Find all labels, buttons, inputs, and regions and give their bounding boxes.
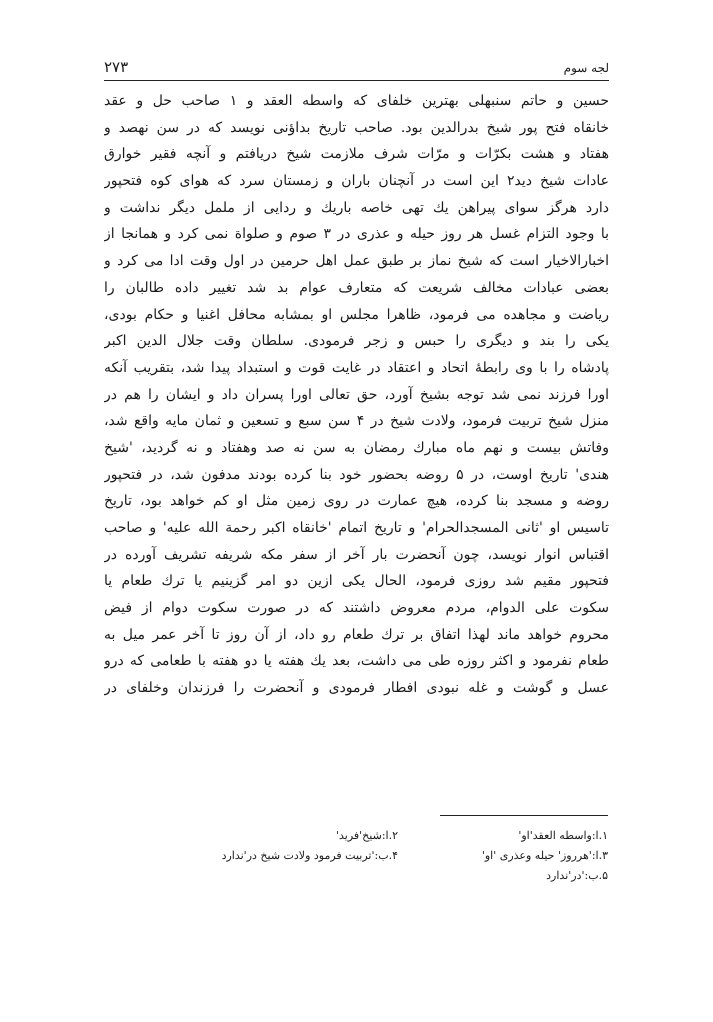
- footnote-4: ۴.ب:'تربیت فرمود ولادت شیخ در'ندارد: [221, 849, 398, 862]
- text-line: فتحپور مقیم شد روزی فرمود، الحال یکی ازین دو امر گزینیم یا ترك طعام یا: [104, 573, 609, 590]
- footnotes: [180, 826, 608, 886]
- text-line: اورا فرزند نمی شد توجه بشیخ آورد، حق تعالی اورا پسران داد و ایشان را هم در: [104, 386, 609, 403]
- text-line: روضه و مسجد بنا کرده، هیچ عمارت در روی زمین مثل او کم خواهد بود، تاریخ: [104, 493, 609, 510]
- text-line: با وجود التزام غسل هر روز حیله و عذری در ۳ صوم و صلواة نمی کرد و همانجا از: [104, 226, 609, 243]
- text-line: منزل شیخ تربیت فرمود، ولادت شیخ در ۴ سن سبع و تسعین و ثمان مایه واقع شد،: [104, 413, 609, 430]
- text-line: وفاتش بیست و نهم ماه مبارك رمضان به سن نه صد وهفتاد و نه گردید، 'شیخ: [104, 439, 609, 456]
- text-line: هفتاد و هشت بکرّات و مرّات شرف ملازمت شیخ دریافتم و آنچه فقیر خوارق: [104, 146, 609, 163]
- footnote-2: ۲.ا:شیخ'فرید': [335, 829, 398, 842]
- text-line: پادشاه را با وی رابطهٔ اتحاد و اعتقاد در غایت قوت و استبداد پیدا شد، بتقریب آنکه: [104, 359, 609, 376]
- text-line: طعام نفرمود و اکثر روزه طی می داشت، بعد یك هفته یا دو هفته با طعامی که درو: [104, 653, 609, 670]
- footnote-3: ۳.ا:'هرروز' حیله وعذری 'او': [481, 849, 608, 862]
- footnote-5: ۵.ب:'در'ندارد: [546, 869, 608, 882]
- text-line: خانقاه فتح پور شیخ بدرالدین بود. صاحب تاریخ بداؤنی نویسد که در سن نهصد و: [104, 119, 609, 136]
- text-line: عسل و گوشت و غله نبودی افطار فرمودی و آنحضرت را فرزندان وخلفای در: [104, 680, 609, 697]
- text-line: ریاضت و مجاهده می فرمود، ظاهرا مجلس او بمشابه محافل اغنیا و حکام بودی،: [104, 306, 609, 323]
- text-line: سکوت علی الدوام، مردم معروض داشتند که در صورت سکوت دوام از فیض: [104, 600, 609, 617]
- footnote-empty: [180, 866, 398, 886]
- text-line: تاسیس او 'ثانی المسجدالحرام' و تاریخ اتمام 'خانقاه اکبر رحمة الله علیه' و صاحب: [104, 520, 609, 536]
- text-line: هندی' تاریخ اوست، در ۵ روضه بحضور خود بنا کرده بودند مدفون شد، در فتحپور: [104, 466, 609, 483]
- text-line: اقتباس انوار نویسد، چون آنحضرت بار آخر از سفر مکه شریفه تشریف آورده در: [104, 546, 609, 563]
- page-header: [104, 56, 609, 81]
- text-line: حسین و حاتم سنبهلی بهترین خلفای که واسطه العقد و ۱ صاحب حل و عقد: [104, 93, 609, 109]
- footnote-divider: [440, 815, 608, 816]
- text-line: محروم خواهد ماند لهذا اتفاق بر ترك طعام رو داد، از آن روز تا آخر عمر میل به: [104, 626, 609, 643]
- text-line: دارد هرگز سوای پیراهن یك تهی خاصه باریك و ردایی از ململ دیگر نداشت و: [104, 199, 609, 216]
- text-line: بعضی عبادات مخالف شریعت که متعارف عوام بد شد تغییر داده طالبان را: [104, 279, 609, 296]
- text-line: اخبارالاخیار است که شیخ نماز بر طبق عمل اهل حرمین در اول وقت ادا می کرد و: [104, 253, 609, 270]
- footnote-row: [180, 826, 608, 846]
- text-line: یکی را بند و دیگری را حبس و زجر فرمودی. سلطان وقت جلال الدین اکبر: [104, 333, 609, 350]
- running-title: لجه سوم: [563, 61, 609, 75]
- page-number: ۲۷۳: [104, 58, 129, 76]
- text-line: عادات شیخ دید۲ این است در آنچنان باران و زمستان سرد که هوای کوه فتحپور: [104, 173, 609, 190]
- footnote-1: ۱.ا:واسطه العقد'او': [518, 829, 608, 842]
- footnote-row: [180, 846, 608, 866]
- footnote-row: [180, 866, 608, 886]
- body-text: [104, 88, 609, 702]
